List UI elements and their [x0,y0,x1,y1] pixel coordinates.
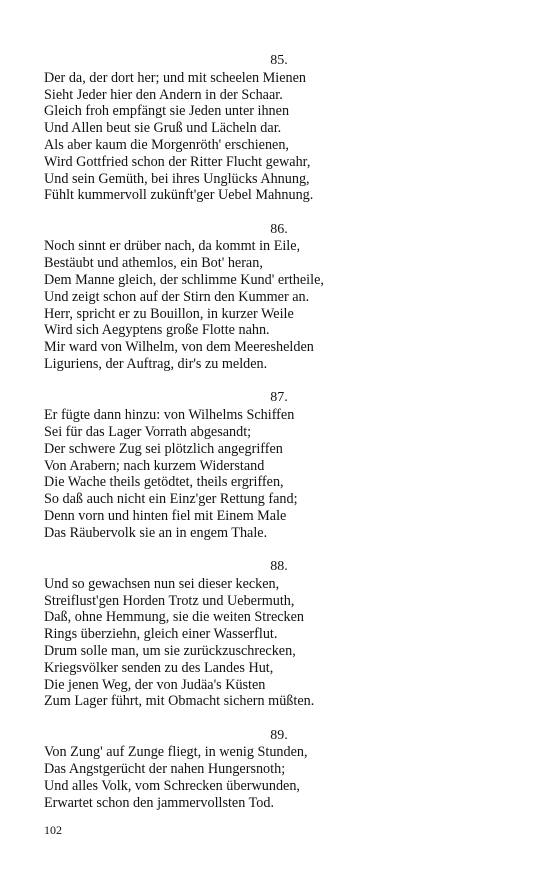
verse-line: Mir ward von Wilhelm, von dem Meereshelden [44,339,314,356]
verse-line: Und zeigt schon auf der Stirn den Kummer an. [44,288,310,305]
verse-line: Zum Lager führt, mit Obmacht sichern müßten. [44,693,315,710]
verse-line: Streiflust'gen Horden Trotz und Uebermuth, [44,592,295,609]
verse-line: Wird sich Aegyptens große Flotte nahn. [44,322,270,339]
verse-line: Die jenen Weg, der von Judäa's Küsten [44,676,266,693]
verse-line: Erwartet schon den jammervollsten Tod. [44,794,275,811]
poem-page [44,53,514,829]
verse-line: Kriegsvölker senden zu des Landes Hut, [44,659,274,676]
verse-line: Sei für das Lager Vorrath abgesandt; [44,423,252,440]
verse-line: Noch sinnt er drüber nach, da kommt in Eile, [44,238,301,255]
stanza-87 [44,390,514,541]
stanza-number: 86. [270,221,288,237]
stanza-number: 88. [270,559,288,575]
verse-line: Der da, der dort her; und mit scheelen Mienen [44,69,306,86]
verse-line: Liguriens, der Auftrag, dir's zu melden. [44,356,268,373]
verse-line: Und so gewachsen nun sei dieser kecken, [44,575,280,592]
verse-line: Dem Manne gleich, der schlimme Kund' ertheile, [44,272,324,289]
verse-line: Drum solle man, um sie zurückzuschrecken, [44,643,296,659]
verse-line: Wird Gottfried schon der Ritter Flucht gewahr, [44,153,311,170]
stanza-number: 89. [270,727,288,743]
verse-line: Und sein Gemüth, bei ihres Unglücks Ahnung, [44,170,310,187]
verse-line: Fühlt kummervoll zukünft'ger Uebel Mahnung. [44,187,314,204]
verse-line: Rings überziehn, gleich einer Wasserflut. [44,626,278,643]
verse-line: Der schwere Zug sei plötzlich angegriffen [44,440,283,457]
verse-line: Von Zung' auf Zunge fliegt, in wenig Stunden, [44,744,308,761]
verse-line: Denn vorn und hinten fiel mit Einem Male [44,507,287,524]
verse-line: Herr, spricht er zu Bouillon, in kurzer Weile [44,305,294,322]
verse-line: Die Wache theils getödtet, theils ergriffen, [44,474,284,491]
verse-line: Als aber kaum die Morgenröth' erschienen, [44,136,289,153]
verse-line: Er fügte dann hinzu: von Wilhelms Schiffen [44,407,295,424]
stanza-86 [44,222,514,373]
verse-line: Daß, ohne Hemmung, sie die weiten Strecken [44,609,305,626]
verse-line: So daß auch nicht ein Einz'ger Rettung fand; [44,491,298,508]
verse-line: Sieht Jeder hier den Andern in der Schaar. [44,86,283,103]
stanza-number: 87. [270,390,288,406]
verse-line: Das Räubervolk sie an in engem Thale. [44,524,268,541]
stanza-88 [44,559,514,710]
page-number: 102 [44,823,62,837]
verse-line: Gleich froh empfängt sie Jeden unter ihnen [44,103,290,120]
verse-line: Das Angstgerücht der nahen Hungersnoth; [44,761,286,778]
verse-line: Bestäubt und athemlos, ein Bot' heran, [44,255,263,272]
verse-line: Von Arabern; nach kurzem Widerstand [44,457,265,474]
verse-line: Und alles Volk, vom Schrecken überwunden, [44,778,300,795]
stanza-85 [44,53,514,204]
verse-line: Und Allen beut sie Gruß und Lächeln dar. [44,120,282,137]
stanza-number: 85. [270,53,288,68]
stanza-89 [44,728,514,812]
